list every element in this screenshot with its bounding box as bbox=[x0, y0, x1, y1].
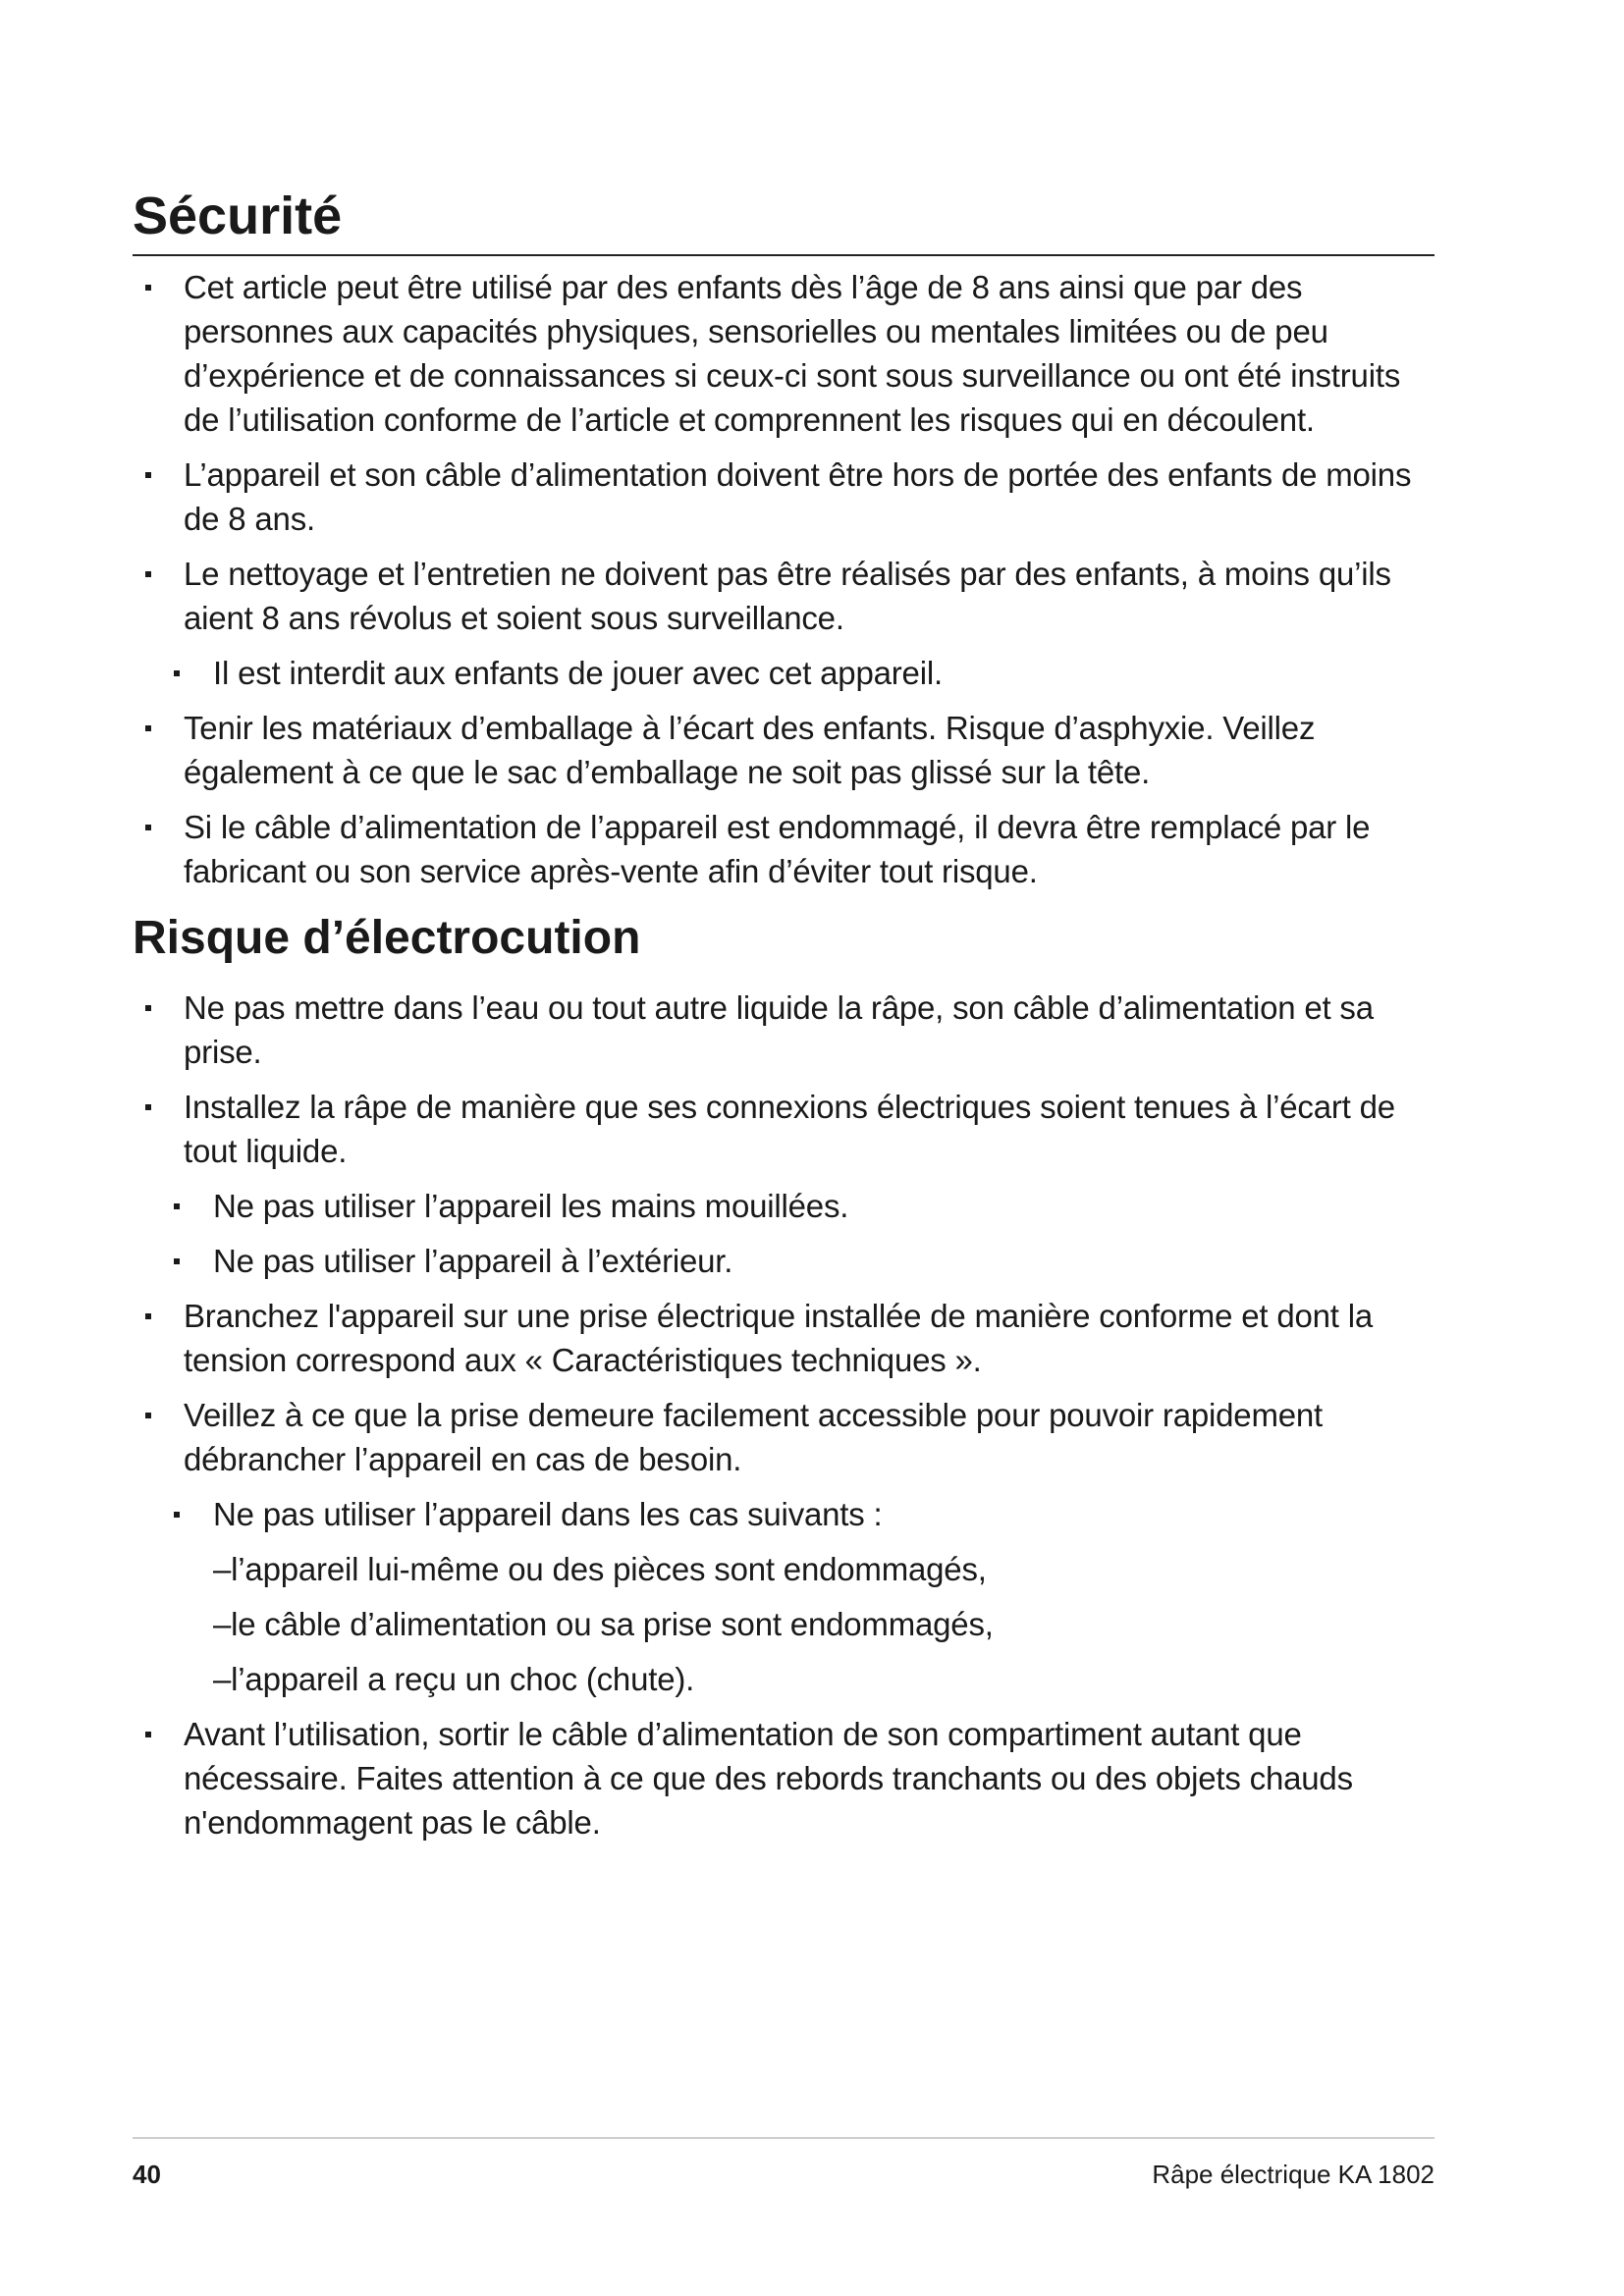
bullet-icon bbox=[145, 1732, 151, 1737]
bullet-icon bbox=[174, 1258, 180, 1264]
sub-list-item: –l’appareil lui-même ou des pièces sont endommagés, bbox=[213, 1551, 987, 1587]
list-item: Installez la râpe de manière que ses connexions électriques soient tenues à l’écart de tout liquide. bbox=[133, 1085, 1435, 1173]
bullet-icon bbox=[145, 472, 151, 478]
list-item: Ne pas utiliser l’appareil dans les cas suivants : bbox=[133, 1492, 1435, 1536]
section-title-safety: Sécurité bbox=[133, 187, 343, 245]
sub-list-item: –le câble d’alimentation ou sa prise sont endommagés, bbox=[213, 1606, 994, 1642]
list-item: Cet article peut être utilisé par des enfants dès l’âge de 8 ans ainsi que par des personnes aux capacités physiques, sensorielles ou mentales limitées ou de peu d’expérience et de connaissances si ceux-ci sont sous surveillance ou ont été instruits de l’utilisation conforme de l’article et comprennent les risques qui en découlent. bbox=[133, 265, 1435, 442]
bullet-icon bbox=[145, 571, 151, 577]
bullet-icon bbox=[145, 1104, 151, 1110]
bullet-icon bbox=[145, 825, 151, 830]
bullet-icon bbox=[174, 1203, 180, 1209]
list-item: Il est interdit aux enfants de jouer avec cet appareil. bbox=[133, 651, 1435, 695]
electrocution-list bbox=[133, 986, 1435, 1855]
bullet-icon bbox=[145, 285, 151, 291]
footer-divider bbox=[133, 2137, 1435, 2139]
list-item: Le nettoyage et l’entretien ne doivent pas être réalisés par des enfants, à moins qu’ils aient 8 ans révolus et soient sous surveillance. bbox=[133, 552, 1435, 640]
title-underline bbox=[133, 254, 1435, 256]
list-item: Si le câble d’alimentation de l’appareil est endommagé, il devra être remplacé par le fabricant ou son service après-vente afin d’éviter tout risque. bbox=[133, 805, 1435, 893]
bullet-icon bbox=[145, 725, 151, 731]
safety-list bbox=[133, 265, 1435, 904]
list-item: L’appareil et son câble d’alimentation doivent être hors de portée des enfants de moins de 8 ans. bbox=[133, 453, 1435, 541]
bullet-icon bbox=[145, 1413, 151, 1418]
list-item: Ne pas mettre dans l’eau ou tout autre liquide la râpe, son câble d’alimentation et sa prise. bbox=[133, 986, 1435, 1074]
list-item: Avant l’utilisation, sortir le câble d’alimentation de son compartiment autant que nécessaire. Faites attention à ce que des rebords tranchants ou des objets chauds n'endommagent pas le câble. bbox=[133, 1712, 1435, 1844]
section-title-electrocution: Risque d’électrocution bbox=[133, 912, 641, 964]
list-item: Ne pas utiliser l’appareil les mains mouillées. bbox=[133, 1184, 1435, 1228]
footer-product-title: Râpe électrique KA 1802 bbox=[1152, 2160, 1435, 2189]
list-item: Tenir les matériaux d’emballage à l’écart des enfants. Risque d’asphyxie. Veillez également à ce que le sac d’emballage ne soit pas glissé sur la tête. bbox=[133, 706, 1435, 794]
list-item: Branchez l'appareil sur une prise électrique installée de manière conforme et dont la tension correspond aux « Caractéristiques techniques ». bbox=[133, 1294, 1435, 1382]
bullet-icon bbox=[145, 1005, 151, 1011]
bullet-icon bbox=[174, 1512, 180, 1518]
sub-list-item: –l’appareil a reçu un choc (chute). bbox=[213, 1661, 695, 1697]
list-item: Ne pas utiliser l’appareil à l’extérieur. bbox=[133, 1239, 1435, 1283]
bullet-icon bbox=[145, 1313, 151, 1319]
bullet-icon bbox=[174, 670, 180, 676]
page-number: 40 bbox=[133, 2160, 161, 2189]
list-item: Veillez à ce que la prise demeure facilement accessible pour pouvoir rapidement débrancher l’appareil en cas de besoin. bbox=[133, 1393, 1435, 1481]
